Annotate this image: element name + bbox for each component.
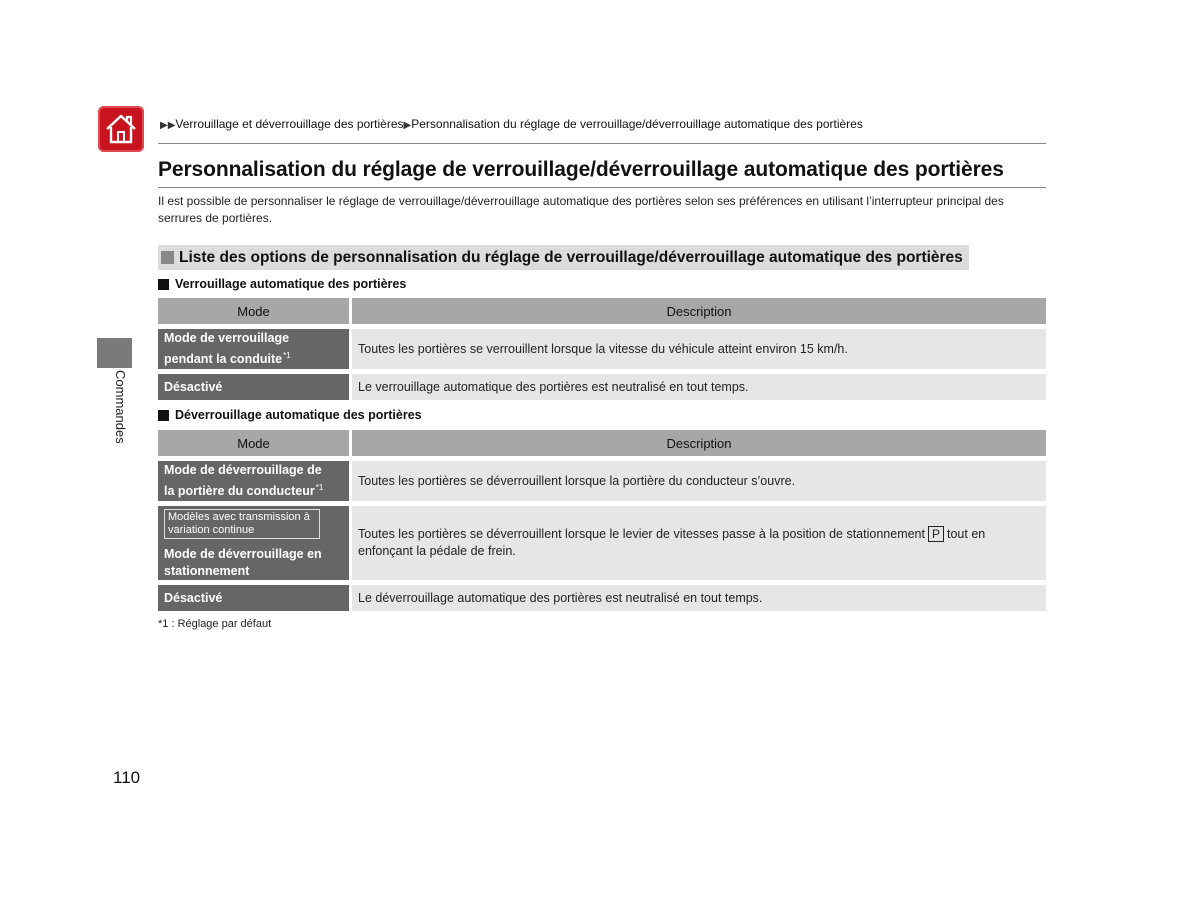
intro-text: Il est possible de personnaliser le réglage de verrouillage/déverrouillage automatique des portières selon ses préférences en utilisant l’interrupteur principal des serrures de portières.: [158, 194, 1004, 225]
mode-cell: Désactivé: [158, 585, 349, 611]
section-title: Liste des options de personnalisation du réglage de verrouillage/déverrouillage automatique des portières: [179, 248, 963, 266]
mode-line: stationnement: [164, 564, 250, 578]
breadcrumb-link-2[interactable]: Personnalisation du réglage de verrouillage/déverrouillage automatique des portières: [411, 117, 863, 131]
mode-cell: [158, 329, 349, 369]
title-rule: [158, 187, 1046, 188]
unlock-subheading: [158, 408, 422, 422]
unlock-subheading-text: Déverrouillage automatique des portières: [175, 408, 422, 422]
mode-line: Mode de déverrouillage de: [164, 462, 322, 477]
chapter-label: Commandes: [113, 370, 128, 444]
table-header-row: [158, 430, 1046, 456]
description-cell: Le déverrouillage automatique des portières est neutralisé en tout temps.: [352, 585, 1046, 611]
table-row: [158, 461, 1046, 501]
footnote-ref: *1: [315, 482, 324, 492]
footnote-ref: *1: [283, 350, 291, 360]
description-cell: Toutes les portières se verrouillent lorsque la vitesse du véhicule atteint environ 15 km/h.: [352, 329, 1046, 369]
breadcrumb-arrows: ▶▶: [160, 120, 176, 131]
mode-line: Mode de déverrouillage en: [164, 547, 322, 561]
black-square-icon: [158, 279, 169, 290]
description-text: Toutes les portières se déverrouillent lorsque le levier de vitesses passe à la position de stationnement: [358, 527, 925, 541]
mode-line: Mode de verrouillage: [164, 330, 290, 345]
table-row: [158, 329, 1046, 369]
column-header-description: Description: [352, 430, 1046, 456]
page-number: 110: [113, 768, 141, 787]
mode-cell: [158, 461, 349, 501]
lock-subheading: [158, 277, 406, 291]
header-rule: [158, 143, 1046, 144]
description-cell: [352, 506, 1046, 580]
description-text: tout en enfonçant la pédale de frein.: [358, 527, 986, 558]
column-header-mode: Mode: [158, 430, 349, 456]
home-icon: [104, 113, 138, 145]
column-header-mode: Mode: [158, 298, 349, 324]
table-header-row: [158, 298, 1046, 324]
breadcrumb: [160, 117, 863, 131]
footnote: *1 : Réglage par défaut: [158, 618, 272, 630]
mode-cell: Désactivé: [158, 374, 349, 400]
chapter-tab[interactable]: [97, 338, 132, 368]
black-square-icon: [158, 410, 169, 421]
breadcrumb-separator: ▶: [403, 120, 412, 131]
page-title: Personnalisation du réglage de verrouillage/déverrouillage automatique des portières: [158, 158, 1004, 181]
table-row: [158, 374, 1046, 400]
table-row: [158, 506, 1046, 580]
mode-line: pendant la conduite: [164, 352, 283, 367]
home-button[interactable]: [98, 106, 144, 152]
section-heading: [158, 245, 969, 270]
breadcrumb-link-1[interactable]: Verrouillage et déverrouillage des portières: [175, 117, 404, 131]
gear-p-indicator: P: [928, 526, 944, 542]
table-row: [158, 585, 1046, 611]
lock-subheading-text: Verrouillage automatique des portières: [175, 277, 407, 291]
mode-line: la portière du conducteur: [164, 484, 315, 499]
description-cell: Le verrouillage automatique des portières est neutralisé en tout temps.: [352, 374, 1046, 400]
section-square-icon: [161, 251, 174, 264]
column-header-description: Description: [352, 298, 1046, 324]
model-applicability-note: Modèles avec transmission à variation continue: [164, 509, 320, 539]
description-cell: Toutes les portières se déverrouillent lorsque la portière du conducteur s’ouvre.: [352, 461, 1046, 501]
mode-cell: [158, 506, 349, 580]
